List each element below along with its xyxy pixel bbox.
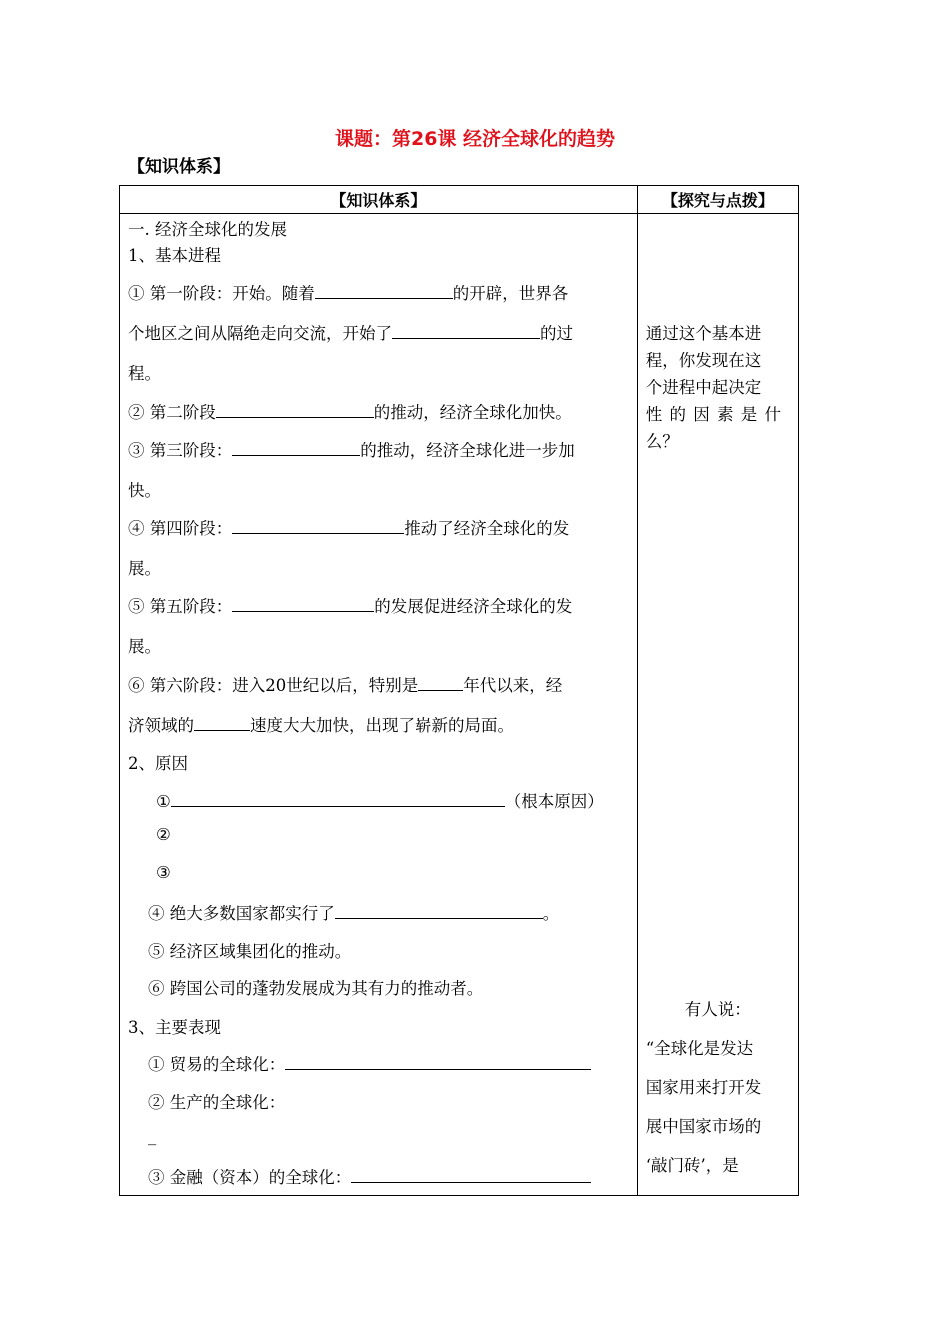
- show2-line: ② 生产的全球化：: [148, 1093, 286, 1112]
- reason5-line: ⑤ 经济区域集团化的推动。: [148, 942, 352, 961]
- blank-field[interactable]: [418, 674, 463, 691]
- stage2-line: ② 第二阶段 的推动，经济全球化加快。: [128, 403, 572, 422]
- header-explore: 【探究与点拨】: [637, 186, 798, 214]
- stage4-line2: 展。: [128, 559, 161, 578]
- show2-blank: _: [148, 1126, 157, 1145]
- worksheet-table: [119, 185, 799, 1196]
- blank-field[interactable]: [232, 439, 360, 456]
- stage6-line1: ⑥ 第六阶段：进入20世纪以后，特别是 年代以来，经: [128, 676, 563, 695]
- stage1-line3: 程。: [128, 364, 161, 383]
- blank-field[interactable]: [232, 595, 374, 612]
- reason2-line: ②: [156, 825, 171, 844]
- question-2: 有人说： “全球化是发达 国家用来打开发 展中国家市场的 ‘敲门砖’，是: [645, 1000, 762, 1175]
- stage6-line2: 济领域的 速度大大加快，出现了崭新的局面。: [128, 716, 514, 735]
- blank-field[interactable]: [171, 790, 505, 807]
- sub-heading-progress: 1、基本进程: [128, 246, 221, 265]
- blank-field[interactable]: [351, 1166, 591, 1183]
- blank-field[interactable]: [315, 282, 453, 299]
- reason3-line: ③: [156, 863, 171, 882]
- reason1-line: ① （根本原因）: [156, 792, 604, 811]
- show3-line: ③ 金融（资本）的全球化：: [148, 1164, 591, 1188]
- explore-cell: [637, 214, 798, 1196]
- blank-field[interactable]: [335, 902, 543, 919]
- stage5-line2: 展。: [128, 637, 161, 656]
- reason6-line: ⑥ 跨国公司的蓬勃发展成为其有力的推动者。: [148, 979, 484, 998]
- blank-field[interactable]: [285, 1053, 591, 1070]
- stage3-line2: 快。: [128, 481, 161, 500]
- sub-heading-reasons: 2、原因: [128, 754, 188, 773]
- show1-line: ① 贸易的全球化：: [148, 1051, 591, 1075]
- knowledge-cell: [120, 214, 638, 1196]
- stage3-line1: ③ 第三阶段： 的推动，经济全球化进一步加: [128, 441, 575, 460]
- question-1: 通过这个基本进 程，你发现在这 个进程中起决定 性 的 因 素 是 什 么？: [645, 324, 782, 451]
- header-knowledge: 【知识体系】: [120, 186, 638, 214]
- reason4-line: ④ 绝大多数国家都实行了 。: [148, 904, 560, 923]
- blank-field[interactable]: [232, 517, 404, 534]
- part1-heading: 一. 经济全球化的发展: [128, 220, 287, 239]
- stage1-line2: 个地区之间从隔绝走向交流，开始了 的过: [128, 324, 573, 343]
- blank-field[interactable]: [392, 322, 540, 339]
- section-heading: 【知识体系】: [128, 157, 230, 177]
- stage1-line1: ① 第一阶段：开始。随着 的开辟，世界各: [128, 284, 569, 303]
- stage4-line1: ④ 第四阶段： 推动了经济全球化的发: [128, 519, 570, 538]
- blank-field[interactable]: [216, 401, 374, 418]
- sub-heading-manifestations: 3、主要表现: [128, 1018, 221, 1037]
- page-title: 课题：第26课 经济全球化的趋势: [334, 128, 616, 150]
- blank-field[interactable]: [194, 714, 250, 731]
- stage5-line1: ⑤ 第五阶段： 的发展促进经济全球化的发: [128, 597, 573, 616]
